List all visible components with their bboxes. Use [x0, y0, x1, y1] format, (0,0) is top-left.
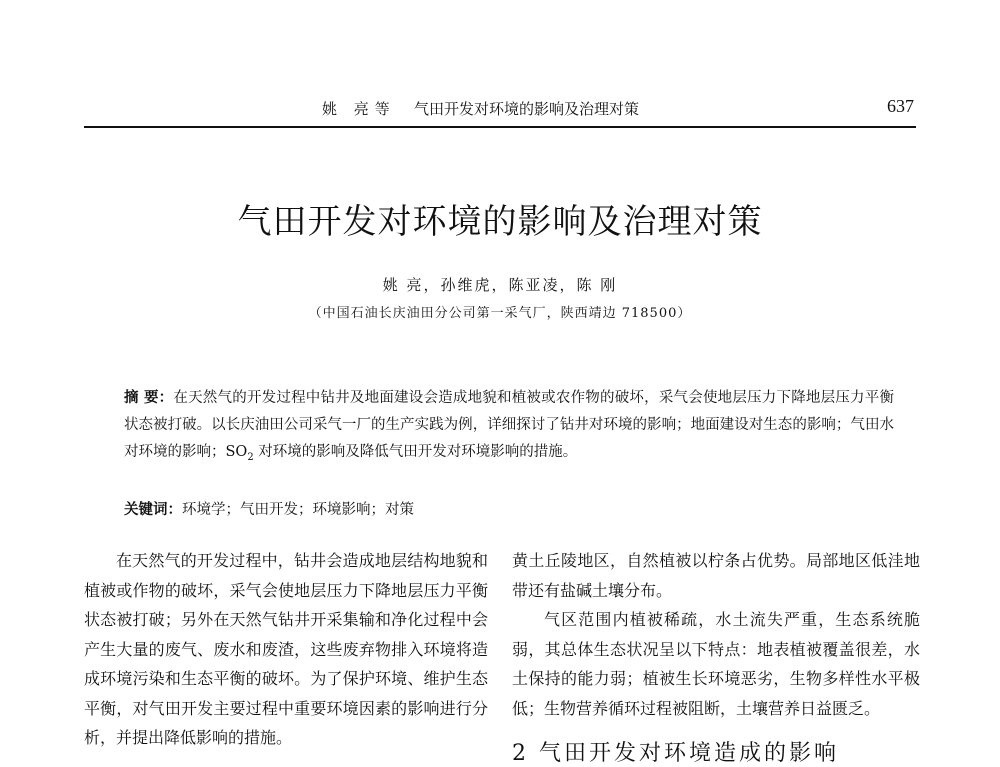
so2-subscript: 2 [247, 451, 254, 463]
abstract-text-part-1: 在天然气的开发过程中钻井及地面建设会造成地貌和植被或农作物的破坏，采气会使地层压力下降地层压力平衡状态被打破。以长庆油田公司采气一厂的生产实践为例，详细探讨了钻井对环境的影响；地面建设对生态的影响；气田水对环境的影响；SO [124, 390, 894, 460]
body-left-column [84, 546, 488, 753]
body-right-column [512, 546, 920, 723]
section-heading: 2 气田开发对环境造成的影响 [512, 741, 839, 766]
article-authors: 姚 亮，孙维虎，陈亚凌，陈 刚 [382, 276, 618, 294]
body-paragraph-ecology: 气区范围内植被稀疏，水土流失严重，生态系统脆弱，其总体生态状况呈以下特点：地表植被覆盖很差，水土保持的能力弱；植被生长环境恶劣，生物多样性水平极低；生物营养循环过程被阻断，土壤营养日益匮乏。 [512, 610, 920, 718]
body-paragraph-continued: 黄土丘陵地区，自然植被以柠条占优势。局部地区低洼地带还有盐碱土壤分布。 [512, 551, 920, 600]
page-number: 637 [887, 96, 914, 116]
keywords [124, 498, 894, 519]
abstract-text-part-2: 对环境的影响及降低气田开发对环境影响的措施。 [253, 444, 578, 460]
running-head [84, 96, 916, 128]
keywords-text: 环境学；气田开发；环境影响；对策 [182, 502, 414, 518]
body-paragraph-intro: 在天然气的开发过程中，钻井会造成地层结构地貌和植被或作物的破坏，采气会使地层压力下降地层压力平衡状态被打破；另外在天然气钻井开采集输和净化过程中会产生大量的废气、废水和废渣，这些废弃物排入环境将造成环境污染和生态平衡的破坏。为了保护环境、维护生态平衡，对气田开发主要过程中重要环境因素的影响进行分析，并提出降低影响的措施。 [84, 551, 488, 747]
article-title: 气田开发对环境的影响及治理对策 [237, 202, 763, 242]
running-head-title: 气田开发对环境的影响及治理对策 [414, 100, 640, 118]
abstract [124, 384, 894, 471]
keywords-label: 关键词： [124, 501, 182, 518]
running-head-authors: 姚 亮等 [322, 100, 396, 118]
abstract-label: 摘 要： [124, 389, 174, 406]
article-affiliation: （中国石油长庆油田分公司第一采气厂，陕西靖边 718500） [308, 306, 692, 321]
